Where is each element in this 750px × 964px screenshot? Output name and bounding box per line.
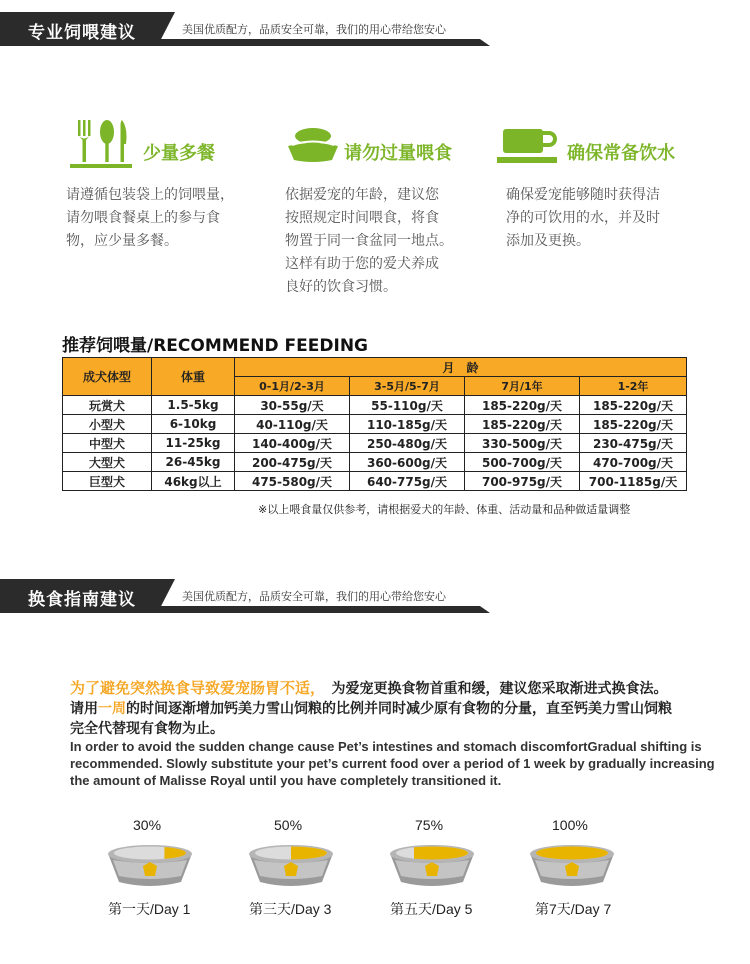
tip-line: 这样有助于您的爱犬养成 <box>285 256 439 272</box>
guide-line-3: 完全代替现有食物为止。 <box>70 721 224 737</box>
tip-line: 良好的饮食习惯。 <box>285 279 397 295</box>
food-bowl-icon <box>387 836 477 891</box>
guide-highlight: 一周 <box>98 701 126 717</box>
table-cell: 230-475g/天 <box>580 434 687 453</box>
tip-body-no-overfeeding <box>285 184 485 299</box>
table-cell: 200-475g/天 <box>235 453 350 472</box>
bowl-day-label: 第三天/Day 3 <box>249 901 332 917</box>
tip-line: 添加及更换。 <box>506 233 590 249</box>
header-age-group: 0-1月/2-3月 <box>235 377 350 396</box>
header-underline <box>155 606 490 613</box>
tip-body-small-meals <box>66 184 266 253</box>
guide-line-1 <box>70 678 700 699</box>
guide-text <box>70 678 700 739</box>
table-cell: 11-25kg <box>152 434 235 453</box>
new-food <box>536 847 608 860</box>
table-cell: 360-600g/天 <box>350 453 465 472</box>
table-note: ※以上喂食量仅供参考，请根据爱犬的年龄、体重、活动量和品种做适量调整 <box>258 503 631 516</box>
table-cell: 640-775g/天 <box>350 472 465 491</box>
table-cell: 中型犬 <box>63 434 152 453</box>
guide-text-part: 请用 <box>70 701 98 717</box>
tip-title-no-overfeeding: 请勿过量喂食 <box>344 143 452 164</box>
section-title: 换食指南建议 <box>28 590 136 610</box>
table-cell: 185-220g/天 <box>465 396 580 415</box>
table-cell: 140-400g/天 <box>235 434 350 453</box>
bowl-day-label: 第7天/Day 7 <box>535 901 612 917</box>
table-cell: 大型犬 <box>63 453 152 472</box>
table-cell: 6-10kg <box>152 415 235 434</box>
tip-line: 物置于同一食盆同一地点。 <box>285 233 453 249</box>
tip-line: 请勿喂食餐桌上的参与食 <box>66 210 220 226</box>
section-title: 专业饲喂建议 <box>28 23 136 43</box>
feeding-table <box>62 357 687 491</box>
guide-text-english <box>70 738 715 789</box>
table-cell: 470-700g/天 <box>580 453 687 472</box>
section-header-feeding <box>0 12 490 46</box>
table-row <box>63 453 687 472</box>
table-cell: 250-480g/天 <box>350 434 465 453</box>
bowl-icon <box>286 126 340 164</box>
tip-line: 确保爱宠能够随时获得洁 <box>506 187 660 203</box>
tip-title-water: 确保常备饮水 <box>567 143 675 164</box>
table-cell: 110-185g/天 <box>350 415 465 434</box>
tip-line: 物，应少量多餐。 <box>66 233 178 249</box>
bowl-percent: 50% <box>274 817 303 833</box>
table-title: 推荐饲喂量/RECOMMEND FEEDING <box>62 336 368 356</box>
bowl-percent: 75% <box>415 817 444 833</box>
table-cell: 55-110g/天 <box>350 396 465 415</box>
guide-en-line: recommended. Slowly substitute your pet’s current food over a period of 1 week by gradually increasing <box>70 756 715 771</box>
section-tagline: 美国优质配方，品质安全可靠，我们的用心带给您安心 <box>182 590 446 603</box>
table-cell: 185-220g/天 <box>465 415 580 434</box>
tip-line: 净的可饮用的水，并及时 <box>506 210 660 226</box>
fork-spoon-knife-icon <box>70 118 132 170</box>
table-cell: 500-700g/天 <box>465 453 580 472</box>
table-cell: 26-45kg <box>152 453 235 472</box>
food-bowl-icon <box>527 836 617 891</box>
tip-line: 依据爱宠的年龄，建议您 <box>285 187 439 203</box>
header-underline <box>155 39 490 46</box>
header-age-group: 7月/1年 <box>465 377 580 396</box>
table-cell: 玩赏犬 <box>63 396 152 415</box>
table-cell: 475-580g/天 <box>235 472 350 491</box>
table-row <box>63 434 687 453</box>
table-row <box>63 396 687 415</box>
table-cell: 小型犬 <box>63 415 152 434</box>
tip-body-water <box>506 184 706 253</box>
table-cell: 330-500g/天 <box>465 434 580 453</box>
header-age: 月 龄 <box>235 358 687 377</box>
table-cell: 30-55g/天 <box>235 396 350 415</box>
tip-title-small-meals: 少量多餐 <box>143 143 215 164</box>
guide-text-part: 为爱宠更换食物首重和缓，建议您采取渐进式换食法。 <box>317 681 668 697</box>
tip-line: 按照规定时间喂食，将食 <box>285 210 439 226</box>
tip-line: 请遵循包装袋上的饲喂量， <box>66 187 234 203</box>
bowl-percent: 30% <box>133 817 162 833</box>
section-header-switching <box>0 579 490 613</box>
header-age-group: 3-5月/5-7月 <box>350 377 465 396</box>
table-cell: 185-220g/天 <box>580 396 687 415</box>
table-cell: 700-1185g/天 <box>580 472 687 491</box>
table-cell: 40-110g/天 <box>235 415 350 434</box>
table-cell: 185-220g/天 <box>580 415 687 434</box>
guide-line-2 <box>70 699 700 719</box>
section-tagline: 美国优质配方，品质安全可靠，我们的用心带给您安心 <box>182 23 446 36</box>
header-age-group: 1-2年 <box>580 377 687 396</box>
header-weight: 体重 <box>152 358 235 396</box>
food-bowl-icon <box>246 836 336 891</box>
bowl-percent: 100% <box>552 817 588 833</box>
bowl-day-label: 第一天/Day 1 <box>108 901 191 917</box>
table-cell: 46kg以上 <box>152 472 235 491</box>
food-bowl-icon <box>105 836 195 891</box>
bowl-day-label: 第五天/Day 5 <box>390 901 473 917</box>
guide-en-line: In order to avoid the sudden change cause Pet’s intestines and stomach discomfortGradual shifting is <box>70 739 702 754</box>
table-row <box>63 472 687 491</box>
cup-icon <box>497 127 559 167</box>
guide-highlight: 为了避免突然换食导致爱宠肠胃不适， <box>70 679 318 697</box>
table-row <box>63 415 687 434</box>
table-cell: 700-975g/天 <box>465 472 580 491</box>
guide-text-part: 的时间逐渐增加钙美力雪山饲粮的比例并同时减少原有食物的分量，直至钙美力雪山饲粮 <box>126 701 672 717</box>
guide-en-line: the amount of Malisse Royal until you have completely transitioned it. <box>70 773 502 788</box>
table-cell: 1.5-5kg <box>152 396 235 415</box>
table-cell: 巨型犬 <box>63 472 152 491</box>
header-dog-size: 成犬体型 <box>63 358 152 396</box>
